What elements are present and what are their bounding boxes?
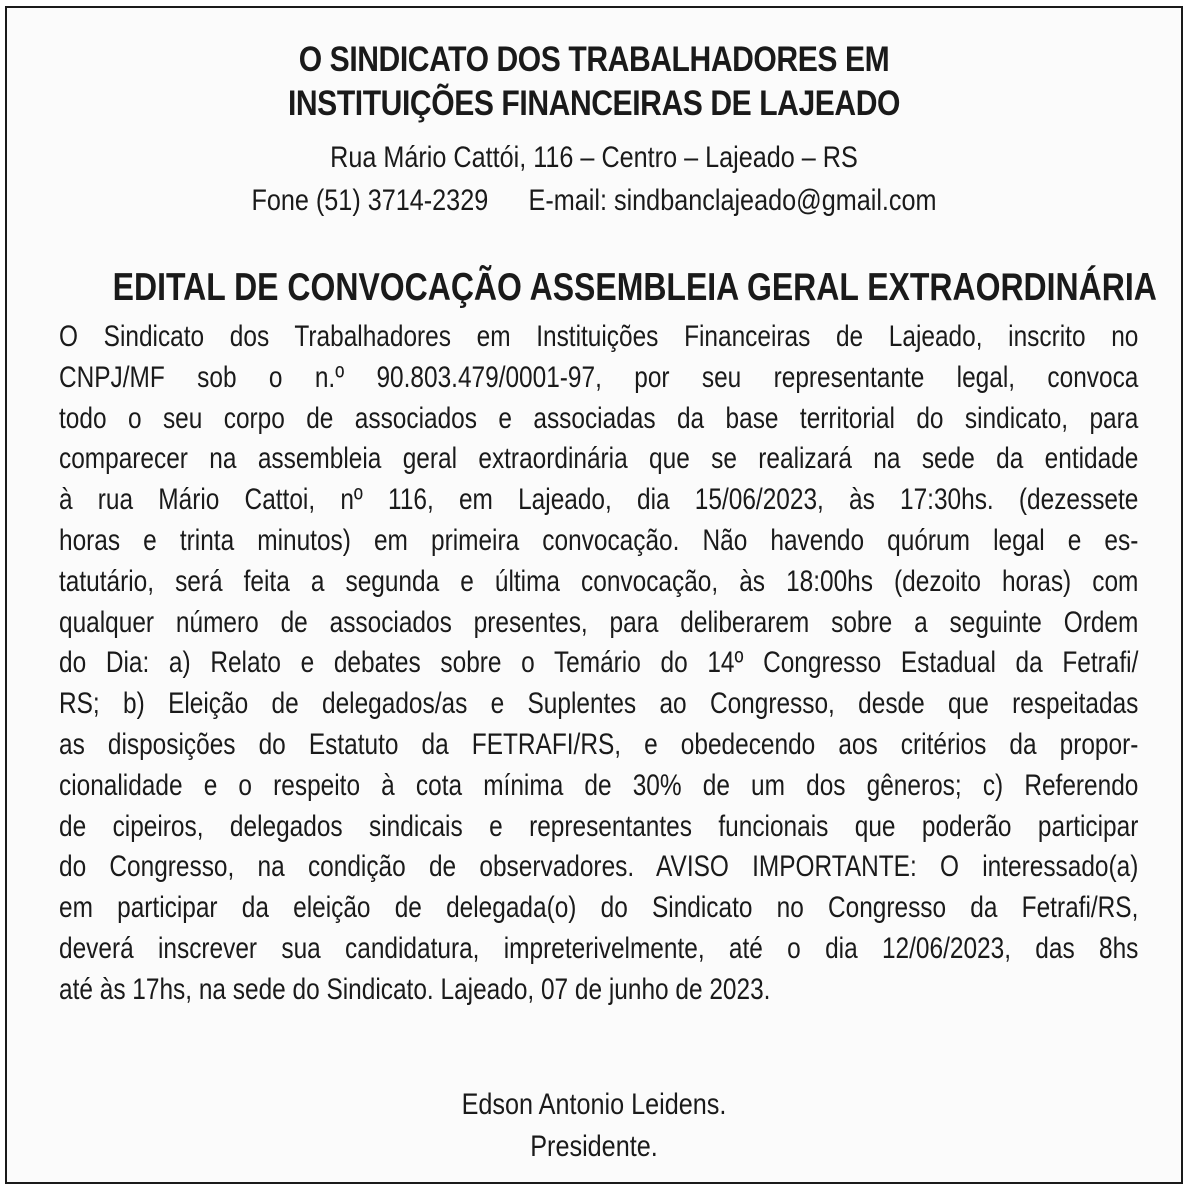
body-line: em participar da eleição de delegada(o) do Sindicato no Congresso da Fetrafi/RS, — [59, 891, 1139, 925]
body-line: todo o seu corpo de associados e associadas da base territorial do sindicato, para — [59, 401, 1139, 435]
edital-title: EDITAL DE CONVOCAÇÃO ASSEMBLEIA GERAL EXTRAORDINÁRIA — [112, 266, 1157, 309]
body-line: deverá inscrever sua candidatura, impreterivelmente, até o dia 12/06/2023, das 8hs — [59, 931, 1139, 965]
phone-number: Fone (51) 3714-2329 — [251, 184, 489, 217]
body-line: tatutário, será feita a segunda e última convocação, às 18:00hs (dezoito horas) com — [59, 564, 1139, 598]
body-line: até às 17hs, na sede do Sindicato. Lajeado, 07 de junho de 2023. — [59, 972, 771, 1006]
signatory-role: Presidente. — [530, 1130, 658, 1163]
body-line: horas e trinta minutos) em primeira convocação. Não havendo quórum legal e es- — [59, 523, 1139, 557]
body-line: de cipeiros, delegados sindicais e representantes funcionais que poderão participar — [59, 809, 1139, 843]
body-line: RS; b) Eleição de delegados/as e Suplentes ao Congresso, desde que respeitadas — [59, 687, 1139, 721]
notice-box — [5, 6, 1183, 1184]
body-line: do Dia: a) Relato e debates sobre o Temário do 14º Congresso Estadual da Fetrafi/ — [59, 646, 1139, 680]
body-line: qualquer número de associados presentes, para deliberarem sobre a seguinte Ordem — [59, 605, 1139, 639]
body-line: CNPJ/MF sob o n.º 90.803.479/0001-97, por seu representante legal, convoca — [59, 360, 1139, 394]
organization-title-line-1: O SINDICATO DOS TRABALHADORES EM — [298, 40, 890, 79]
body-line: do Congresso, na condição de observadores. AVISO IMPORTANTE: O interessado(a) — [59, 850, 1139, 884]
body-line: à rua Mário Cattoi, nº 116, em Lajeado, dia 15/06/2023, às 17:30hs. (dezessete — [59, 483, 1139, 517]
body-line: as disposições do Estatuto da FETRAFI/RS, e obedecendo aos critérios da propor- — [59, 727, 1139, 761]
body-line: comparecer na assembleia geral extraordinária que se realizará na sede da entidade — [59, 442, 1139, 476]
organization-title — [89, 38, 1099, 126]
organization-title-line-2: INSTITUIÇÕES FINANCEIRAS DE LAJEADO — [287, 84, 901, 123]
body-line: cionalidade e o respeito à cota mínima de 30% de um dos gêneros; c) Referendo — [59, 768, 1139, 802]
body-line: O Sindicato dos Trabalhadores em Instituições Financeiras de Lajeado, inscrito no — [59, 320, 1139, 353]
edital-body — [59, 317, 1138, 1011]
organization-contact — [101, 182, 1087, 220]
organization-address: Rua Mário Cattói, 116 – Centro – Lajeado – RS — [330, 141, 858, 174]
signatory-name: Edson Antonio Leidens. — [461, 1088, 727, 1121]
email-address: E-mail: sindbanclajeado@gmail.com — [528, 184, 937, 217]
